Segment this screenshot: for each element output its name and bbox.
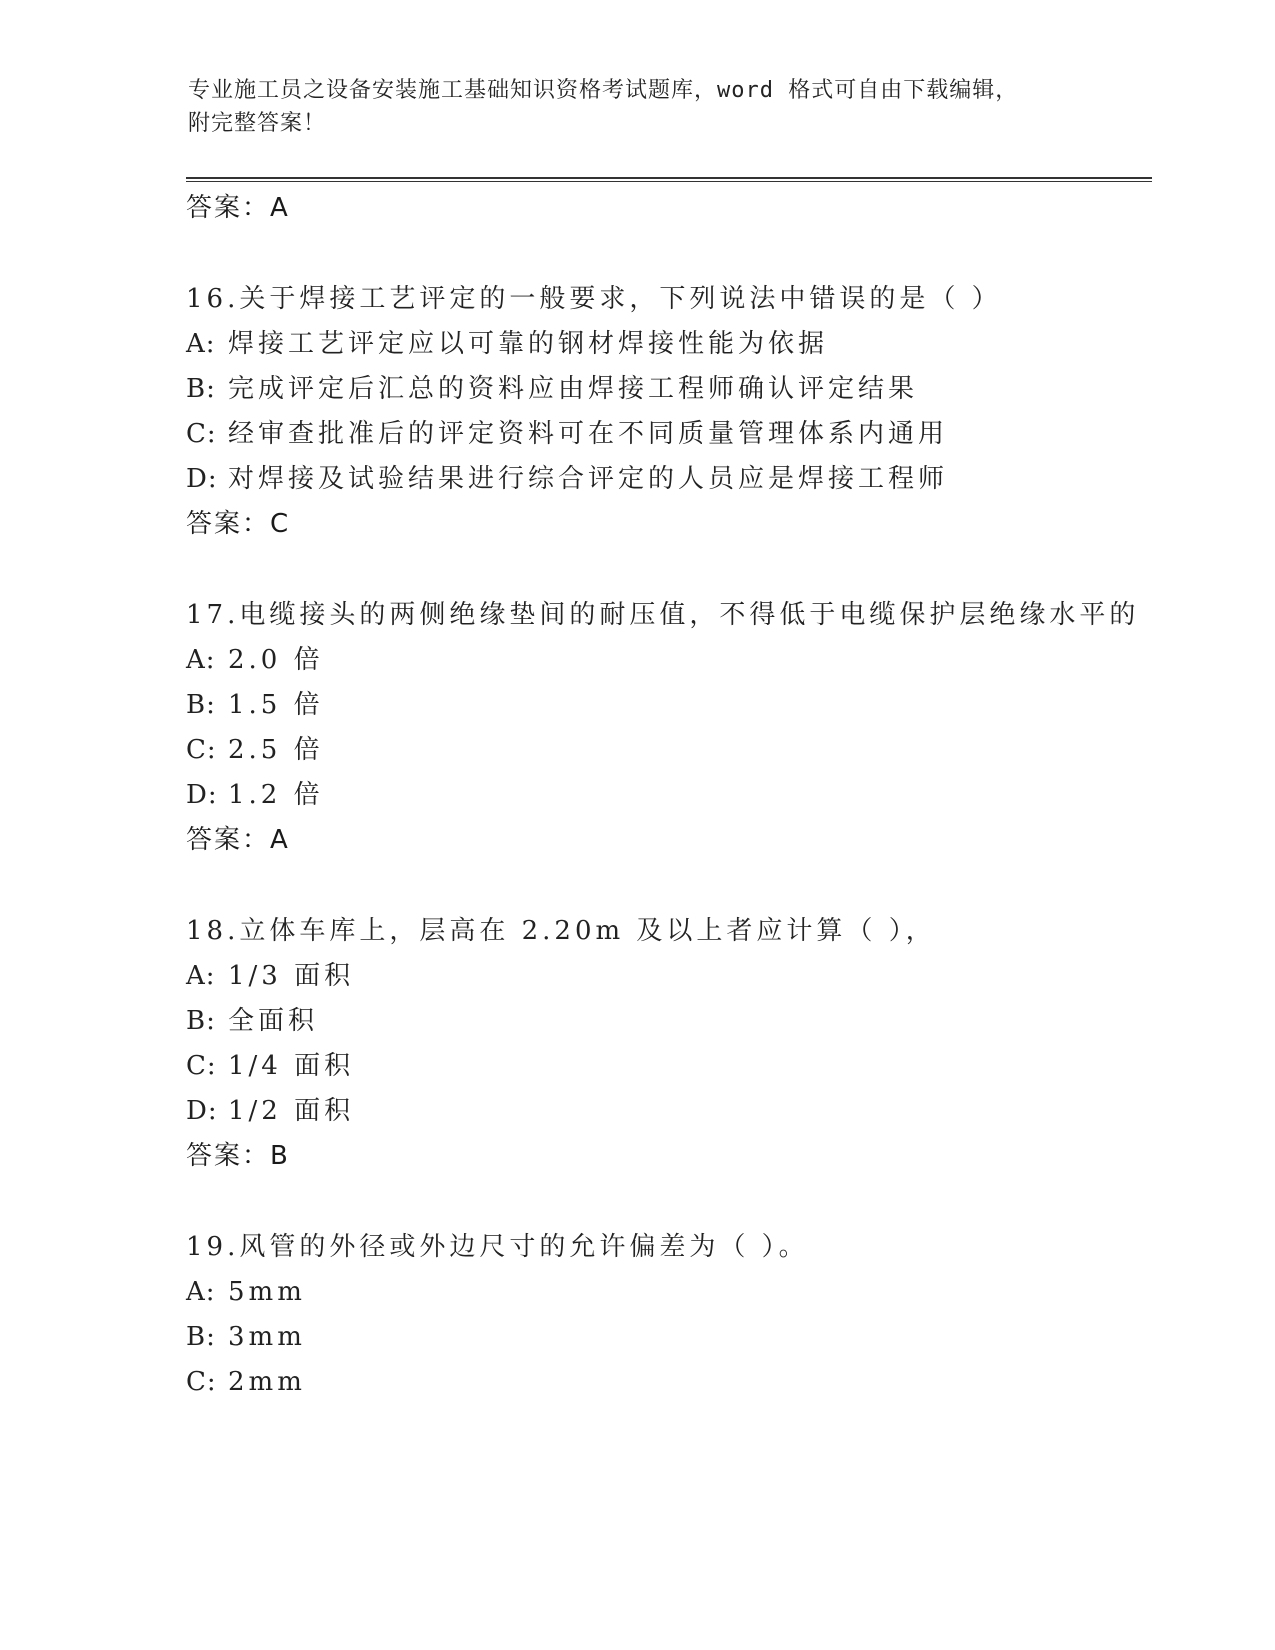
option-key: D: <box>186 780 218 810</box>
option-c <box>186 728 1152 773</box>
answer-line: 答案：C <box>186 509 291 539</box>
header-rule-thin <box>186 181 1152 182</box>
option-c <box>186 1044 1152 1089</box>
question-title: 18.立体车库上，层高在 2.20m 及以上者应计算（ ）， <box>186 916 936 946</box>
option-text: 2mm <box>228 1367 306 1397</box>
option-key: C: <box>186 735 217 765</box>
page-header <box>188 74 1088 140</box>
option-b <box>186 999 1152 1044</box>
question-title: 16.关于焊接工艺评定的一般要求，下列说法中错误的是（ ） <box>186 284 1002 314</box>
answer-line: 答案：B <box>186 1141 290 1171</box>
question-17 <box>186 593 1152 863</box>
header-line-2: 附完整答案！ <box>188 111 327 136</box>
option-text: 对焊接及试验结果进行综合评定的人员应是焊接工程师 <box>228 464 949 494</box>
option-key: B: <box>186 1006 216 1036</box>
option-text: 5mm <box>228 1277 306 1307</box>
question-title: 19.风管的外径或外边尺寸的允许偏差为（ ）。 <box>186 1232 809 1262</box>
question-title: 17.电缆接头的两侧绝缘垫间的耐压值，不得低于电缆保护层绝缘水平的 <box>186 600 1140 630</box>
option-text: 1.2 倍 <box>228 780 324 810</box>
option-a <box>186 638 1152 683</box>
option-text: 1/2 面积 <box>228 1096 355 1126</box>
option-a <box>186 954 1152 999</box>
option-a <box>186 322 1152 367</box>
option-key: A: <box>186 961 216 991</box>
option-text: 3mm <box>228 1322 306 1352</box>
question-list <box>186 186 1152 1451</box>
option-key: B: <box>186 690 216 720</box>
option-key: B: <box>186 374 216 404</box>
option-d <box>186 457 1152 502</box>
option-key: D: <box>186 464 218 494</box>
option-key: A: <box>186 645 216 675</box>
option-text: 焊接工艺评定应以可靠的钢材焊接性能为依据 <box>228 329 829 359</box>
option-key: C: <box>186 419 217 449</box>
option-key: D: <box>186 1096 218 1126</box>
question-16 <box>186 277 1152 547</box>
option-key: B: <box>186 1322 216 1352</box>
option-text: 1.5 倍 <box>228 690 324 720</box>
option-text: 1/4 面积 <box>228 1051 355 1081</box>
option-text: 完成评定后汇总的资料应由焊接工程师确认评定结果 <box>228 374 919 404</box>
option-key: A: <box>186 1277 216 1307</box>
option-text: 经审查批准后的评定资料可在不同质量管理体系内通用 <box>228 419 949 449</box>
option-b <box>186 683 1152 728</box>
answer-line: 答案：A <box>186 193 290 223</box>
option-d <box>186 1089 1152 1134</box>
option-key: A: <box>186 329 216 359</box>
question-18 <box>186 909 1152 1179</box>
option-text: 2.5 倍 <box>228 735 324 765</box>
header-line-1: 专业施工员之设备安装施工基础知识资格考试题库，word 格式可自由下载编辑， <box>188 78 1019 103</box>
option-text: 1/3 面积 <box>228 961 355 991</box>
question-19 <box>186 1225 1152 1405</box>
option-key: C: <box>186 1051 217 1081</box>
option-b <box>186 1315 1152 1360</box>
answer-line: 答案：A <box>186 825 290 855</box>
option-a <box>186 1270 1152 1315</box>
option-key: C: <box>186 1367 217 1397</box>
option-c <box>186 412 1152 457</box>
option-text: 2.0 倍 <box>228 645 324 675</box>
header-rule <box>186 177 1152 179</box>
option-d <box>186 773 1152 818</box>
option-b <box>186 367 1152 412</box>
option-text: 全面积 <box>228 1006 319 1036</box>
option-c <box>186 1360 1152 1405</box>
